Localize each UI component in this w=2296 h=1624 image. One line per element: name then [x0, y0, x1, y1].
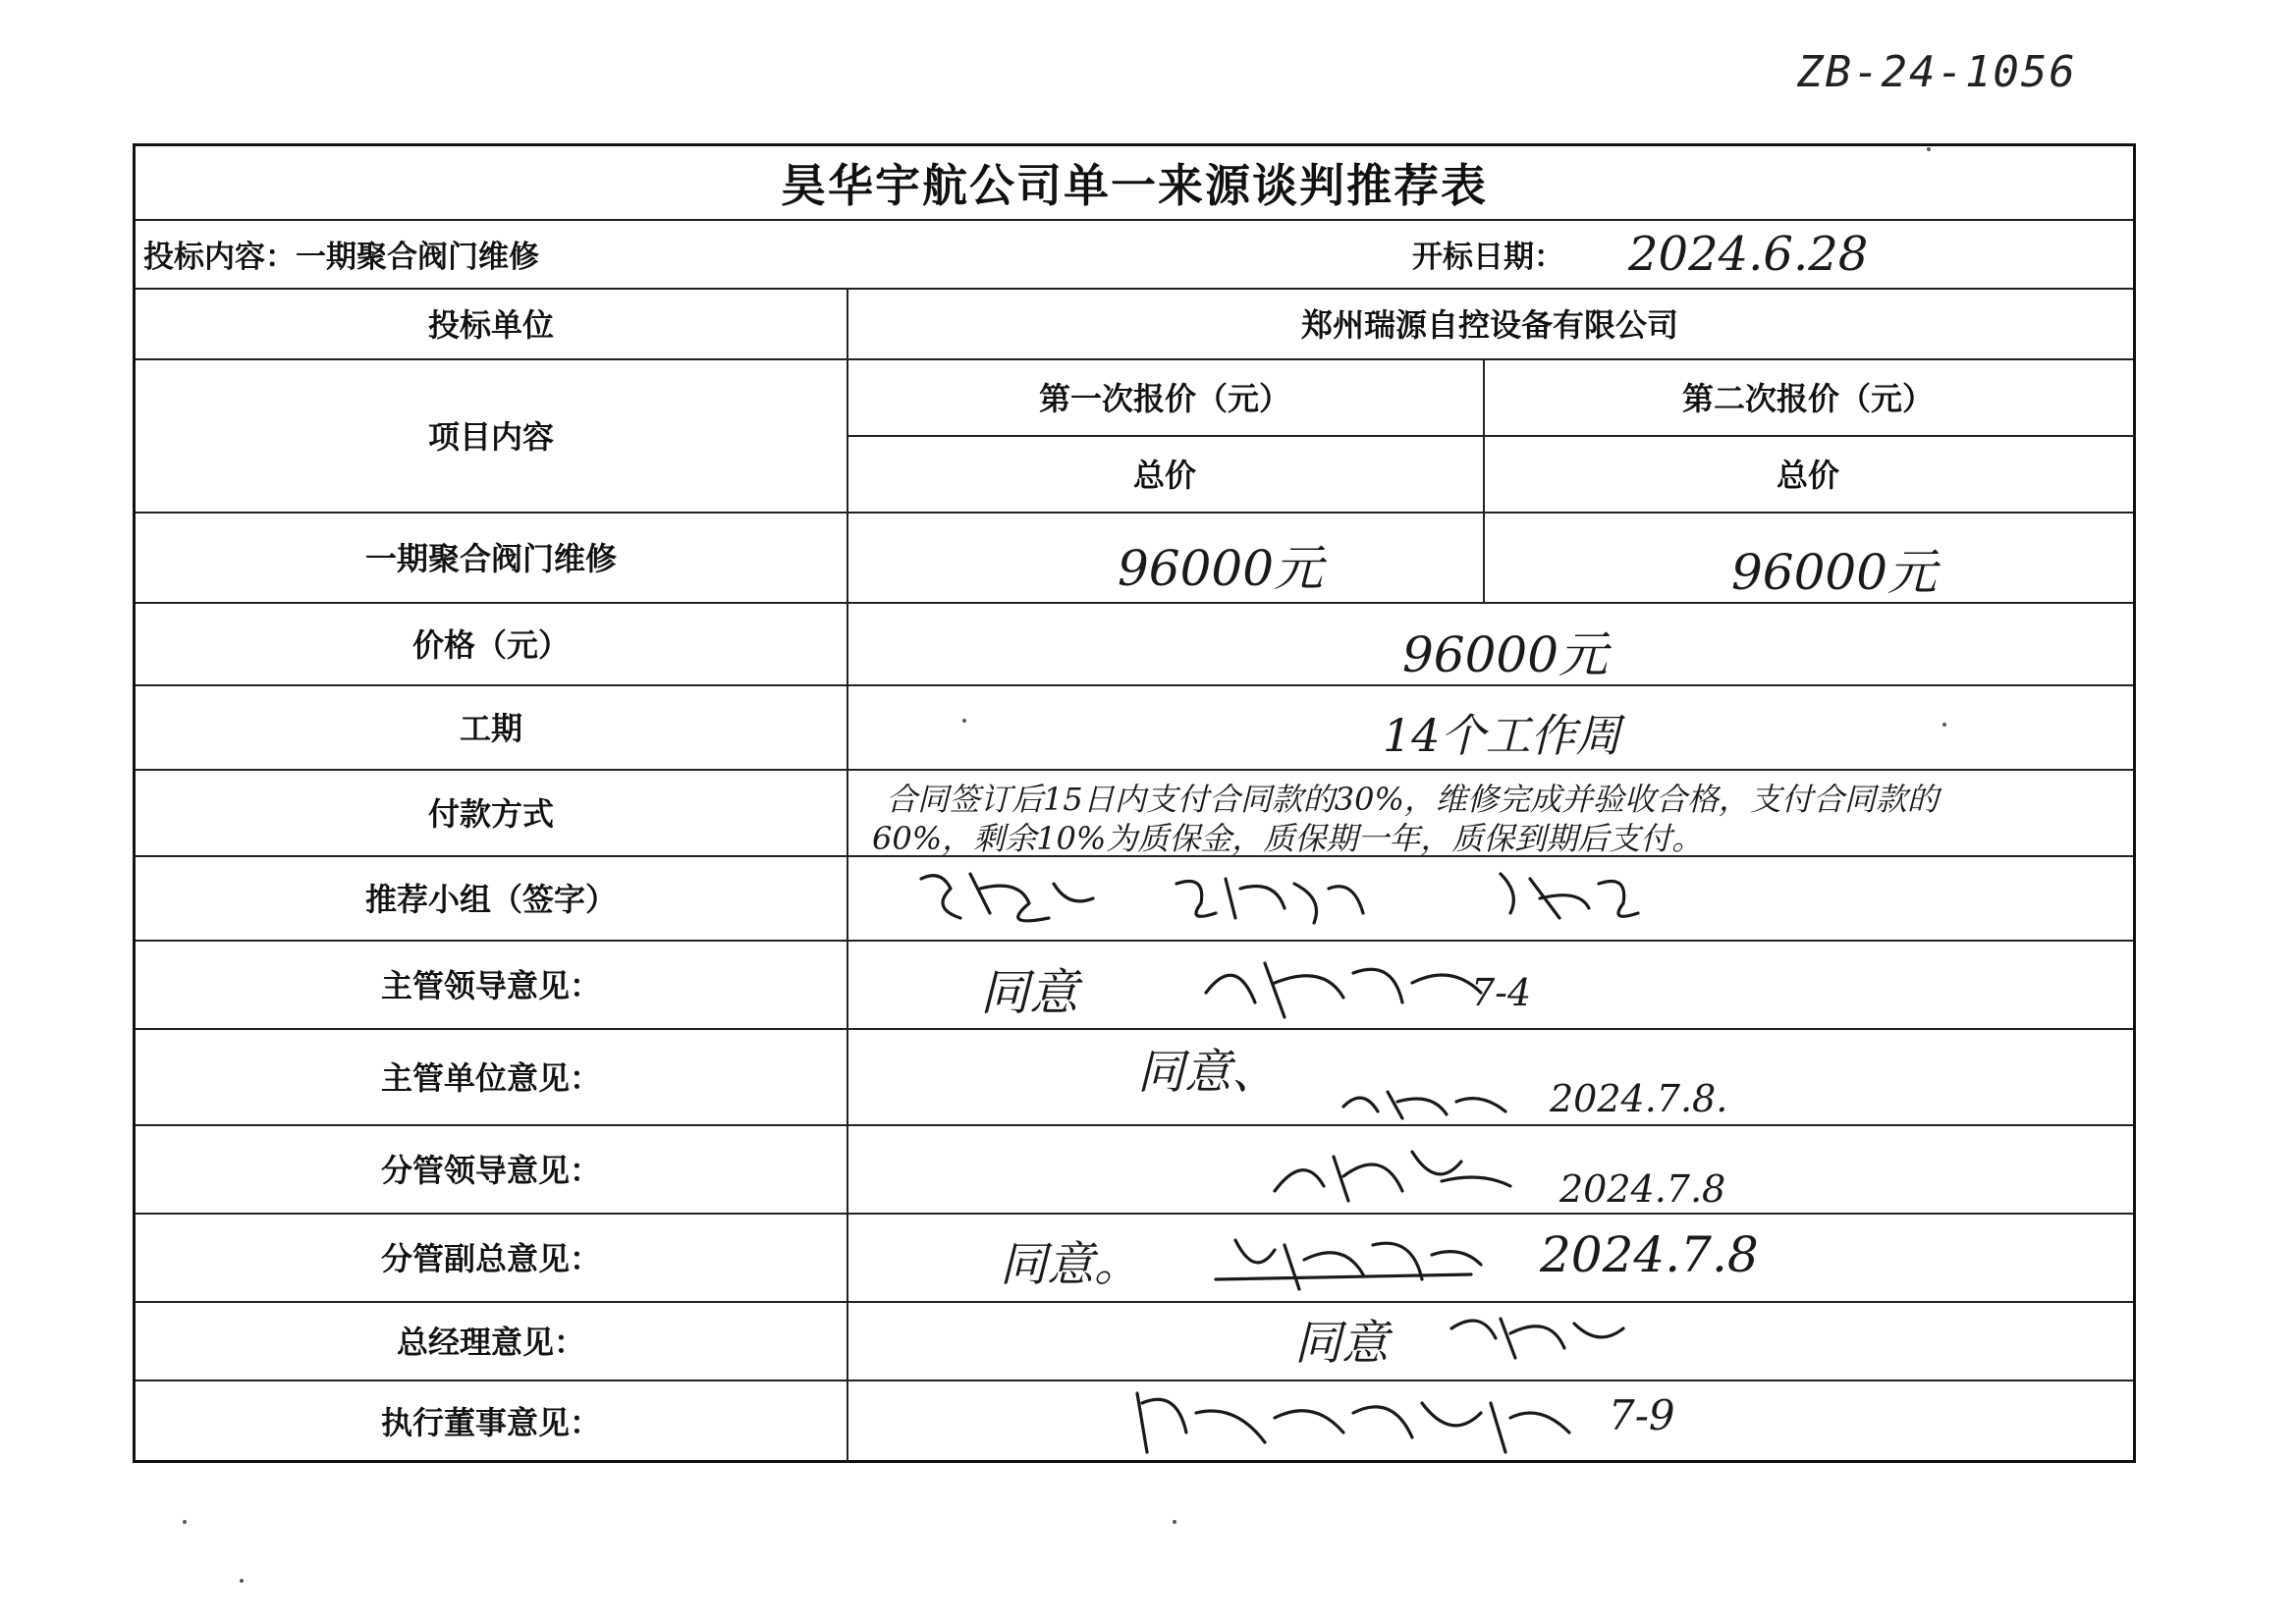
- price-value: 96000元: [1402, 626, 1609, 683]
- branch-leader-opinion-date: 2024.7.8: [1559, 1167, 1726, 1211]
- branch-leader-signature: [1265, 1132, 1520, 1211]
- leader-opinion-label: 主管领导意见：: [380, 967, 601, 1004]
- item-label: 一期聚合阀门维修: [364, 540, 617, 577]
- unit-opinion-value: 同意、: [1137, 1045, 1280, 1100]
- branch-vp-signature: [1206, 1220, 1491, 1299]
- second-quote-value: 96000元: [1731, 544, 1938, 601]
- price-label: 价格（元）: [411, 626, 570, 664]
- first-total-label: 总价: [1132, 457, 1196, 494]
- executive-director-opinion-label: 执行董事意见：: [380, 1404, 601, 1441]
- period-label: 工期: [459, 710, 522, 747]
- branch-leader-opinion-label: 分管领导意见：: [380, 1152, 601, 1189]
- payment-terms-line-2: 60%，剩余10%为质保金，质保期一年，质保到期后支付。: [872, 820, 1704, 857]
- second-total-label: 总价: [1776, 457, 1839, 494]
- second-quote-label: 第二次报价（元）: [1681, 380, 1934, 417]
- leader-opinion-date: 7-4: [1471, 971, 1532, 1014]
- executive-director-opinion-date: 7-9: [1609, 1391, 1675, 1439]
- leader-opinion-value: 同意: [980, 964, 1078, 1021]
- form-title: 昊华宇航公司单一来源谈判推荐表: [781, 159, 1488, 212]
- unit-opinion-label: 主管单位意见：: [380, 1059, 601, 1097]
- bidder-value: 郑州瑞源自控设备有限公司: [1300, 306, 1678, 344]
- bidder-label: 投标单位: [427, 306, 554, 344]
- team-label: 推荐小组（签字）: [364, 881, 617, 918]
- general-manager-opinion-label: 总经理意见：: [396, 1324, 585, 1361]
- leader-signature: [1196, 944, 1510, 1026]
- first-quote-label: 第一次报价（元）: [1038, 380, 1290, 417]
- scan-speck: [183, 1520, 187, 1524]
- project-label: 项目内容: [427, 418, 554, 456]
- branch-vp-opinion-value: 同意。: [1000, 1237, 1142, 1292]
- scan-speck: [240, 1579, 244, 1583]
- scan-speck: [1927, 147, 1931, 151]
- team-signatures: [882, 859, 1766, 940]
- general-manager-signature: [1442, 1299, 1638, 1374]
- executive-director-signature: [1118, 1374, 1589, 1464]
- general-manager-opinion-value: 同意: [1294, 1316, 1390, 1371]
- branch-vp-opinion-date: 2024.7.8: [1540, 1226, 1759, 1283]
- document-number: ZB-24-1056: [1797, 47, 2077, 97]
- scan-speck: [1942, 723, 1946, 727]
- payment-label: 付款方式: [427, 795, 554, 833]
- bid-date-label: 开标日期：: [1412, 239, 1564, 275]
- first-quote-value: 96000元: [1118, 540, 1324, 597]
- branch-vp-opinion-label: 分管副总意见：: [380, 1240, 601, 1277]
- recommendation-form: [133, 143, 2136, 1463]
- bid-content-label: 投标内容：一期聚合阀门维修: [143, 239, 539, 275]
- unit-opinion-date: 2024.7.8.: [1550, 1077, 1728, 1120]
- payment-terms-line-1: 合同签订后15日内支付合同款的30%，维修完成并验收合格，支付合同款的: [886, 781, 1939, 818]
- period-value: 14个工作周: [1383, 709, 1621, 762]
- scan-speck: [962, 719, 966, 723]
- unit-signature: [1334, 1077, 1530, 1124]
- scan-speck: [1173, 1520, 1176, 1524]
- bid-date-value: 2024.6.28: [1628, 227, 1869, 282]
